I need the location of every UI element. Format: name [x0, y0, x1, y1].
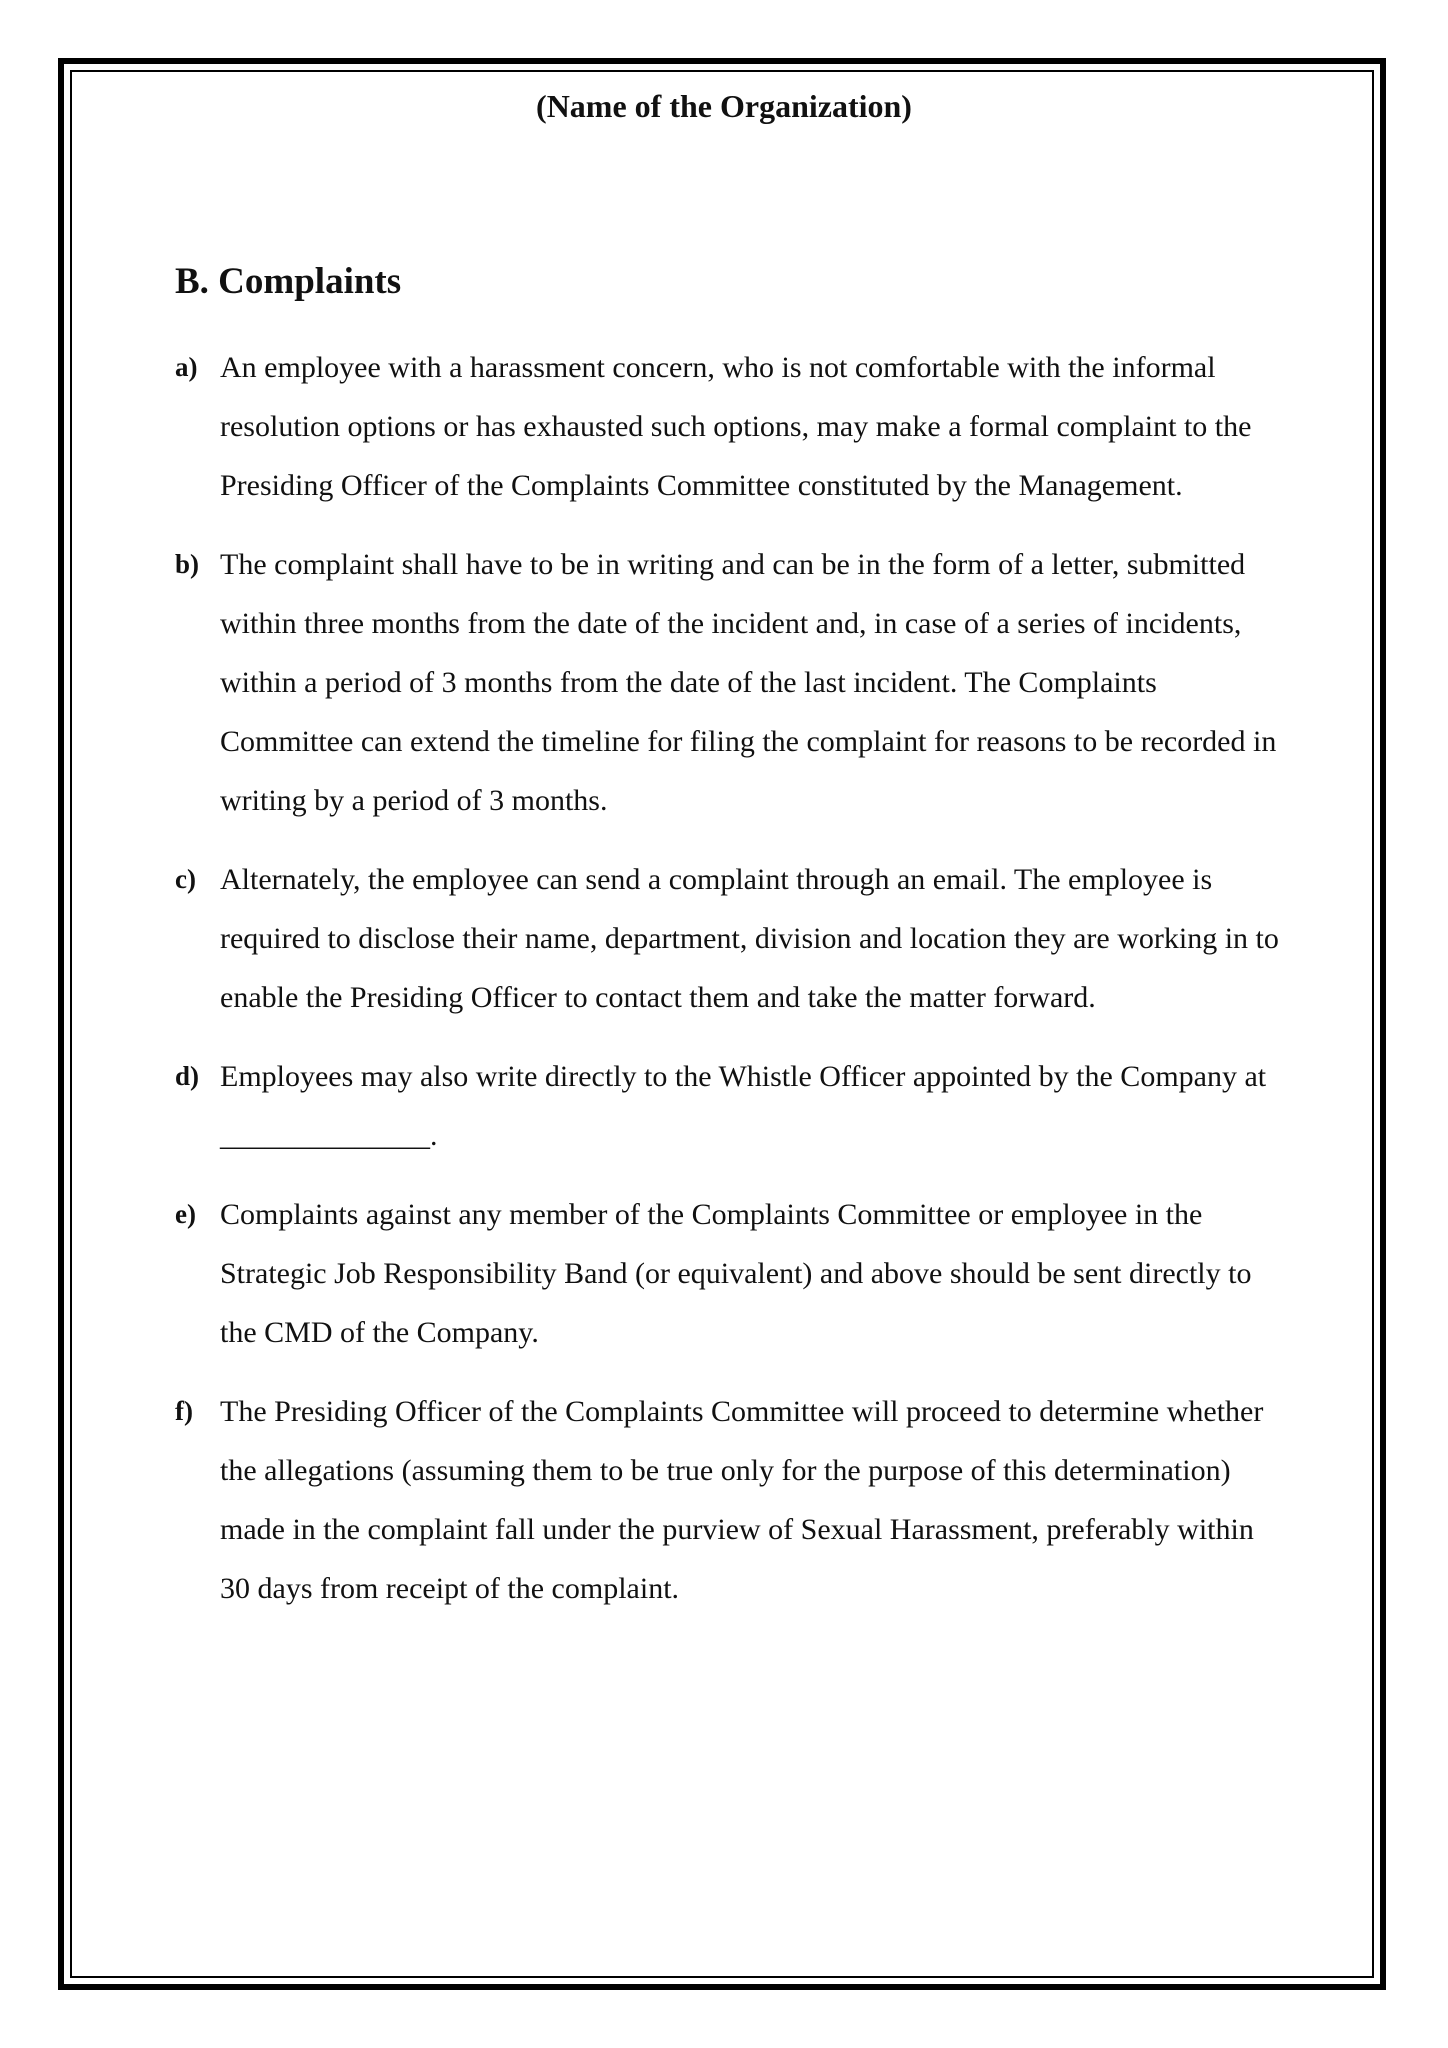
organization-name-header: (Name of the Organization) — [536, 88, 912, 124]
item-text: The complaint shall have to be in writing and can be in the form of a letter, submitted within three months from the date of the incident and, in case of a series of incidents, within a period of 3 months from the date of the last incident. The Complaints Committee can extend the timeline for filing the complaint for reasons to be recorded in writing by a period of 3 months. — [220, 548, 1277, 817]
item-marker: f) — [175, 1396, 193, 1426]
list-item — [175, 1382, 1285, 1618]
item-marker: a) — [175, 352, 198, 382]
list-item — [175, 535, 1285, 830]
list-item — [175, 850, 1285, 1027]
item-text: An employee with a harassment concern, who is not comfortable with the informal resolution options or has exhausted such options, may make a formal complaint to the Presiding Officer of the Complaints Committee constituted by the Management. — [220, 351, 1252, 502]
item-marker: b) — [175, 549, 200, 579]
list-item — [175, 1047, 1285, 1165]
list-item — [175, 338, 1285, 515]
item-text: Alternately, the employee can send a complaint through an email. The employee is required to disclose their name, department, division and location they are working in to enable the Presiding Officer to contact them and take the matter forward. — [220, 863, 1279, 1014]
section-heading: B. Complaints — [175, 261, 402, 302]
item-text: Complaints against any member of the Complaints Committee or employee in the Strategic Job Responsibility Band (or equivalent) and above should be sent directly to the CMD of the Company. — [220, 1198, 1252, 1349]
list-item — [175, 1185, 1285, 1362]
item-text: The Presiding Officer of the Complaints Committee will proceed to determine whether the allegations (assuming them to be true only for the purpose of this determination) made in the complaint fall under the purview of Sexual Harassment, preferably within 30 days from receipt of the complaint. — [220, 1395, 1264, 1605]
item-text: Employees may also write directly to the Whistle Officer appointed by the Company at ______________. — [220, 1060, 1267, 1152]
item-marker: c) — [175, 864, 196, 894]
item-marker: e) — [175, 1199, 196, 1229]
complaints-list — [175, 338, 1285, 1638]
item-marker: d) — [175, 1061, 200, 1091]
